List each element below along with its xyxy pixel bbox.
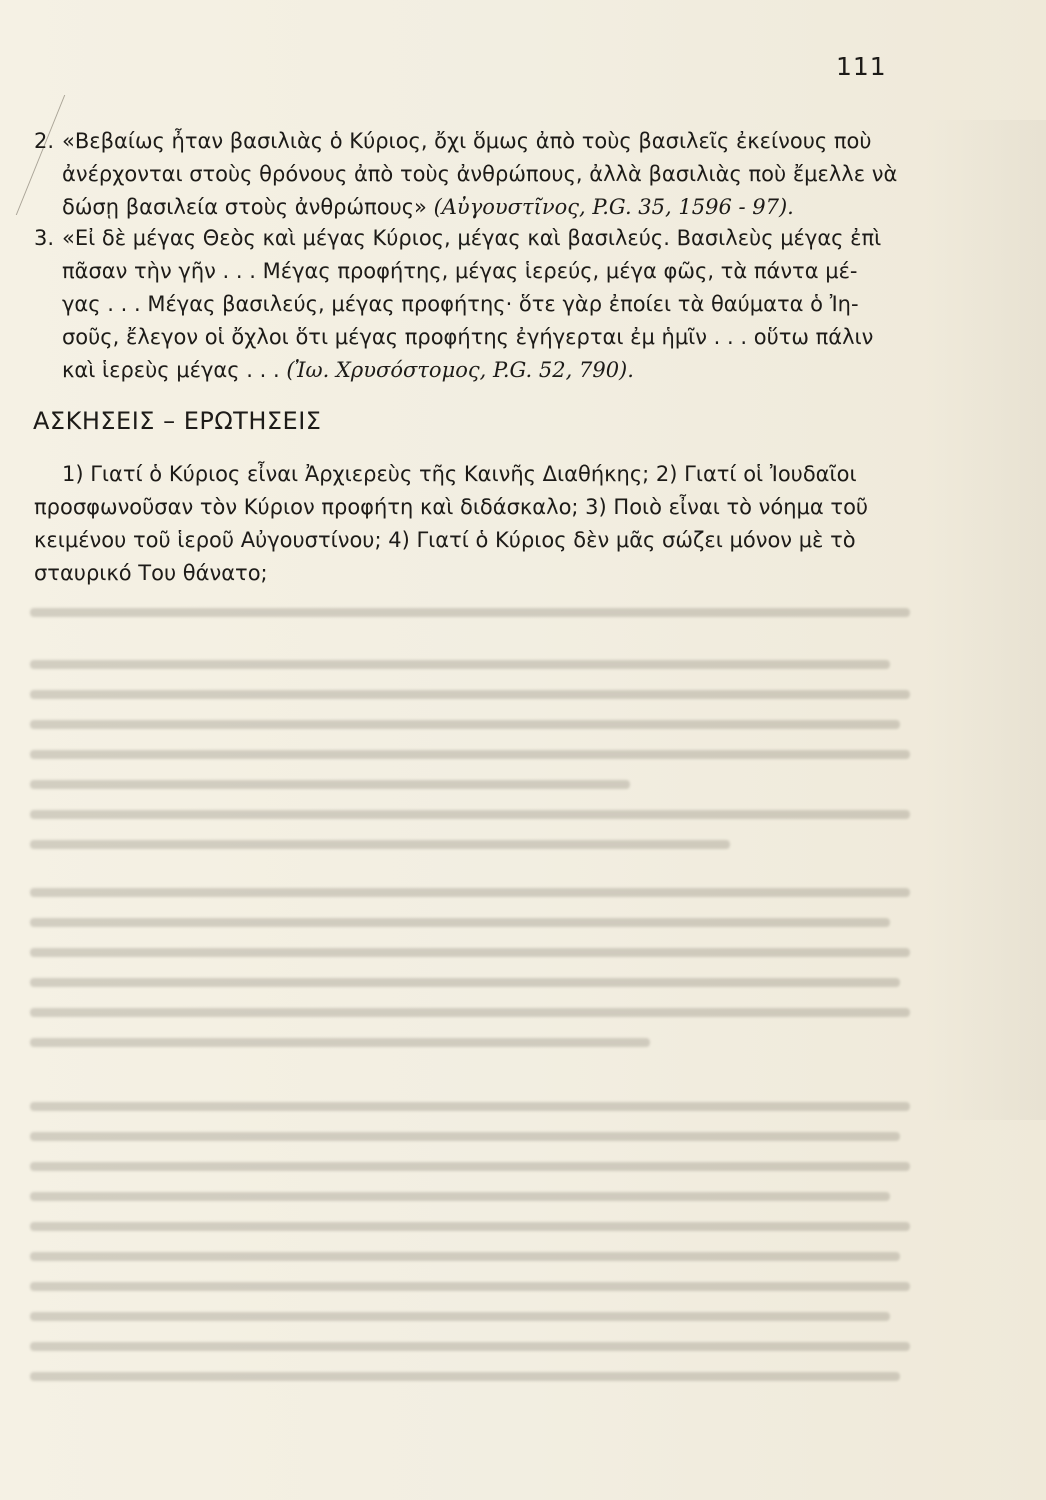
exercise-line: σταυρικό Του θάνατο; <box>34 561 268 585</box>
footnote-line: δώσῃ βασιλεία στοὺς ἀνθρώπους» <box>62 195 434 219</box>
footnote-2 <box>34 125 914 224</box>
footnote-number: 3. <box>34 226 55 250</box>
footnote-line: «Εἰ δὲ μέγας Θεὸς καὶ μέγας Κύριος, μέγας καὶ βασιλεύς. Βασιλεὺς μέγας ἐπὶ <box>62 226 882 250</box>
page-number: 111 <box>836 52 887 81</box>
page-shadow <box>926 120 1046 1120</box>
exercises-heading: ΑΣΚΗΣΕΙΣ – ΕΡΩΤΗΣΕΙΣ <box>33 407 322 435</box>
footnote-3 <box>34 222 914 387</box>
footnote-line: γας . . . Μέγας βασιλεύς, μέγας προφήτης· ὅτε γὰρ ἐποίει τὰ θαύματα ὁ Ἰη- <box>62 292 859 316</box>
exercise-line: κειμένου τοῦ ἱεροῦ Αὐγουστίνου; 4) Γιατί ὁ Κύριος δὲν μᾶς σώζει μόνον μὲ τὸ <box>34 528 856 552</box>
footnote-line: πᾶσαν τὴν γῆν . . . Μέγας προφήτης, μέγας ἱερεύς, μέγα φῶς, τὰ πάντα μέ- <box>62 259 858 283</box>
footnote-line: ἀνέρχονται στοὺς θρόνους ἀπὸ τοὺς ἀνθρώπους, ἀλλὰ βασιλιὰς ποὺ ἔμελλε νὰ <box>62 162 898 186</box>
footnote-line: καὶ ἱερεὺς μέγας . . . <box>62 358 287 382</box>
exercise-line: 1) Γιατί ὁ Κύριος εἶναι Ἀρχιερεὺς τῆς Καινῆς Διαθήκης; 2) Γιατί οἱ Ἰουδαῖοι <box>62 462 857 486</box>
footnote-number: 2. <box>34 129 55 153</box>
footnote-line: «Βεβαίως ἦταν βασιλιὰς ὁ Κύριος, ὄχι ὅμως ἀπὸ τοὺς βασιλεῖς ἐκείνους ποὺ <box>62 129 872 153</box>
exercises-text <box>34 458 914 590</box>
footnote-line: σοῦς, ἔλεγον οἱ ὄχλοι ὅτι μέγας προφήτης ἐγήγερται ἐμ ἡμῖν . . . οὕτω πάλιν <box>62 325 874 349</box>
footnote-citation: (Ἰω. Χρυσόστομος, P.G. 52, 790). <box>286 358 634 382</box>
exercise-line: προσφωνοῦσαν τὸν Κύριον προφήτη καὶ διδάσκαλο; 3) Ποιὸ εἶναι τὸ νόημα τοῦ <box>34 495 869 519</box>
bleed-through-text <box>30 590 930 1440</box>
footnote-citation: (Αὐγουστῖνος, P.G. 35, 1596 - 97). <box>433 195 794 219</box>
